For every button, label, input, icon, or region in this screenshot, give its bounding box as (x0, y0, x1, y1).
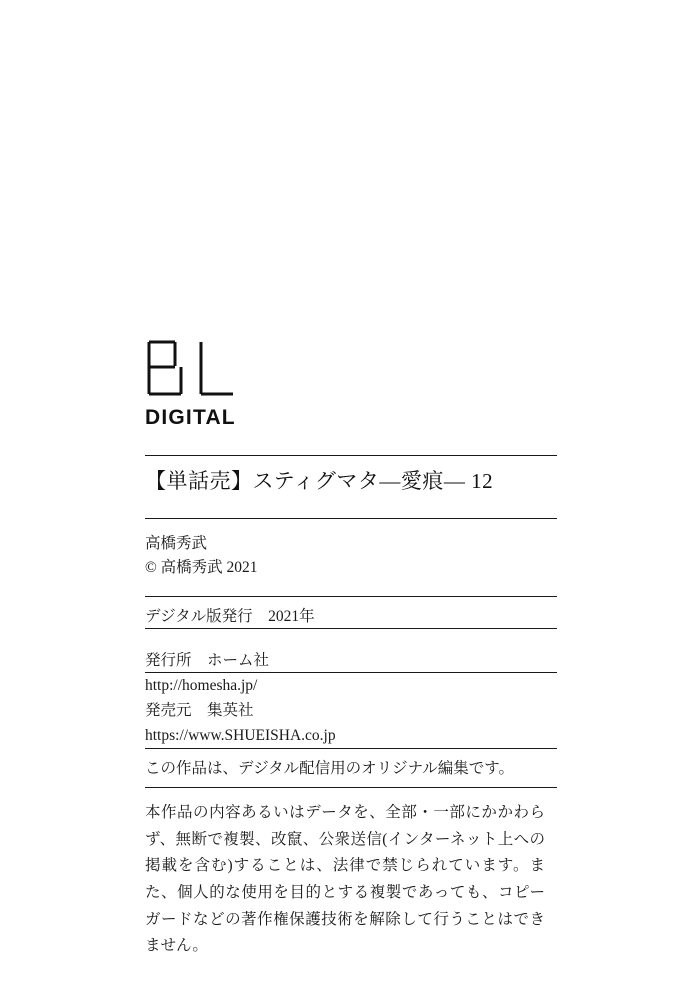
publisher-block (145, 648, 585, 748)
divider-above-legal (145, 787, 557, 788)
legal-text: 本作品の内容あるいはデータを、全部・一部にかかわらず、無断で複製、改竄、公衆送信(インターネット上への掲載を含む)することは、法律で禁じられています。また、個人的な使用を目的とする複製であっても、コピーガードなどの著作権保護技術を解除して行うことはできません。 (145, 804, 545, 955)
legal-notice (145, 800, 545, 960)
author-name: 高橋秀武 (145, 535, 208, 552)
divider-above-title (145, 455, 557, 456)
issuer-label: 発行所 ホーム社 (145, 652, 270, 669)
issuer-url[interactable]: http://homesha.jp/ (145, 677, 258, 695)
divider-above-note (145, 672, 557, 673)
seller-label: 発売元 集英社 (145, 702, 254, 720)
divider-below-note (145, 748, 557, 749)
edition-line: デジタル版発行 2021年 (145, 608, 315, 625)
divider-below-edition (145, 628, 557, 629)
bl-logo-icon (145, 340, 237, 396)
edition-block (145, 605, 585, 629)
publisher-logo (145, 340, 565, 430)
note-block (145, 757, 585, 781)
note-text: この作品は、デジタル配信用のオリジナル編集です。 (145, 760, 515, 777)
copyright-line: © 高橋秀武 2021 (145, 559, 258, 577)
seller-url[interactable]: https://www.SHUEISHA.co.jp (145, 727, 336, 745)
divider-above-edition (145, 596, 557, 597)
page-title: 【単話売】スティグマタ—愛痕— 12 (145, 469, 494, 493)
logo-subtitle: DIGITAL (145, 406, 236, 429)
author-block (145, 532, 585, 580)
divider-below-title (145, 518, 557, 519)
